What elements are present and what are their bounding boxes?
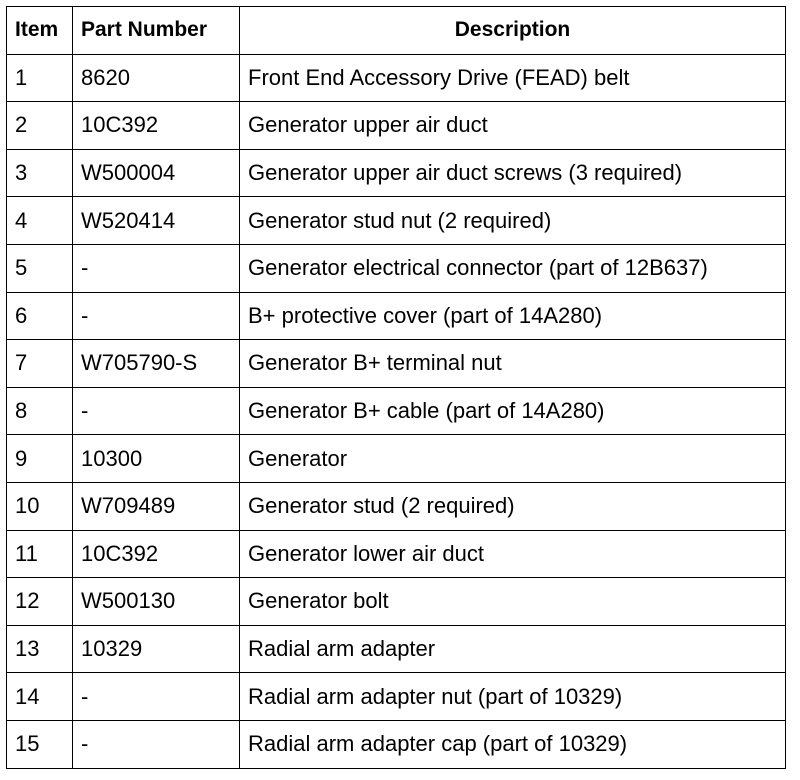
table-row xyxy=(7,720,786,768)
table-row xyxy=(7,435,786,483)
cell-part-number: - xyxy=(73,387,240,435)
table-body xyxy=(7,54,786,768)
cell-description: Generator bolt xyxy=(240,578,786,626)
cell-part-number: W500004 xyxy=(73,149,240,197)
cell-part-number: 10C392 xyxy=(73,530,240,578)
table-row xyxy=(7,149,786,197)
cell-item: 8 xyxy=(7,387,73,435)
cell-description: Front End Accessory Drive (FEAD) belt xyxy=(240,54,786,102)
cell-description: Generator B+ cable (part of 14A280) xyxy=(240,387,786,435)
cell-part-number: - xyxy=(73,292,240,340)
parts-table xyxy=(6,6,786,769)
table-row xyxy=(7,578,786,626)
cell-description: Generator upper air duct xyxy=(240,102,786,150)
cell-description: Generator electrical connector (part of 12B637) xyxy=(240,244,786,292)
cell-item: 3 xyxy=(7,149,73,197)
cell-item: 6 xyxy=(7,292,73,340)
cell-item: 12 xyxy=(7,578,73,626)
cell-part-number: 10C392 xyxy=(73,102,240,150)
table-row xyxy=(7,54,786,102)
cell-description: Radial arm adapter cap (part of 10329) xyxy=(240,720,786,768)
cell-description: Radial arm adapter nut (part of 10329) xyxy=(240,673,786,721)
cell-item: 15 xyxy=(7,720,73,768)
cell-part-number: - xyxy=(73,673,240,721)
header-item: Item xyxy=(7,7,73,55)
table-row xyxy=(7,673,786,721)
table-row xyxy=(7,197,786,245)
cell-part-number: W709489 xyxy=(73,482,240,530)
table-row xyxy=(7,292,786,340)
cell-item: 13 xyxy=(7,625,73,673)
cell-part-number: W520414 xyxy=(73,197,240,245)
header-part-number: Part Number xyxy=(73,7,240,55)
table-row xyxy=(7,530,786,578)
cell-part-number: - xyxy=(73,244,240,292)
cell-part-number: W705790-S xyxy=(73,340,240,388)
cell-item: 10 xyxy=(7,482,73,530)
cell-part-number: W500130 xyxy=(73,578,240,626)
table-row xyxy=(7,387,786,435)
cell-item: 14 xyxy=(7,673,73,721)
table-header-row xyxy=(7,7,786,55)
cell-part-number: 10329 xyxy=(73,625,240,673)
cell-description: Generator B+ terminal nut xyxy=(240,340,786,388)
cell-item: 5 xyxy=(7,244,73,292)
cell-description: Generator xyxy=(240,435,786,483)
cell-item: 11 xyxy=(7,530,73,578)
cell-item: 9 xyxy=(7,435,73,483)
table-row xyxy=(7,244,786,292)
table-row xyxy=(7,102,786,150)
cell-item: 4 xyxy=(7,197,73,245)
cell-item: 7 xyxy=(7,340,73,388)
cell-part-number: 10300 xyxy=(73,435,240,483)
cell-item: 2 xyxy=(7,102,73,150)
cell-part-number: 8620 xyxy=(73,54,240,102)
cell-description: Generator upper air duct screws (3 required) xyxy=(240,149,786,197)
cell-description: Generator lower air duct xyxy=(240,530,786,578)
cell-part-number: - xyxy=(73,720,240,768)
cell-description: Generator stud nut (2 required) xyxy=(240,197,786,245)
cell-item: 1 xyxy=(7,54,73,102)
cell-description: B+ protective cover (part of 14A280) xyxy=(240,292,786,340)
cell-description: Generator stud (2 required) xyxy=(240,482,786,530)
table-row xyxy=(7,340,786,388)
cell-description: Radial arm adapter xyxy=(240,625,786,673)
table-row xyxy=(7,625,786,673)
header-description: Description xyxy=(240,7,786,55)
table-row xyxy=(7,482,786,530)
